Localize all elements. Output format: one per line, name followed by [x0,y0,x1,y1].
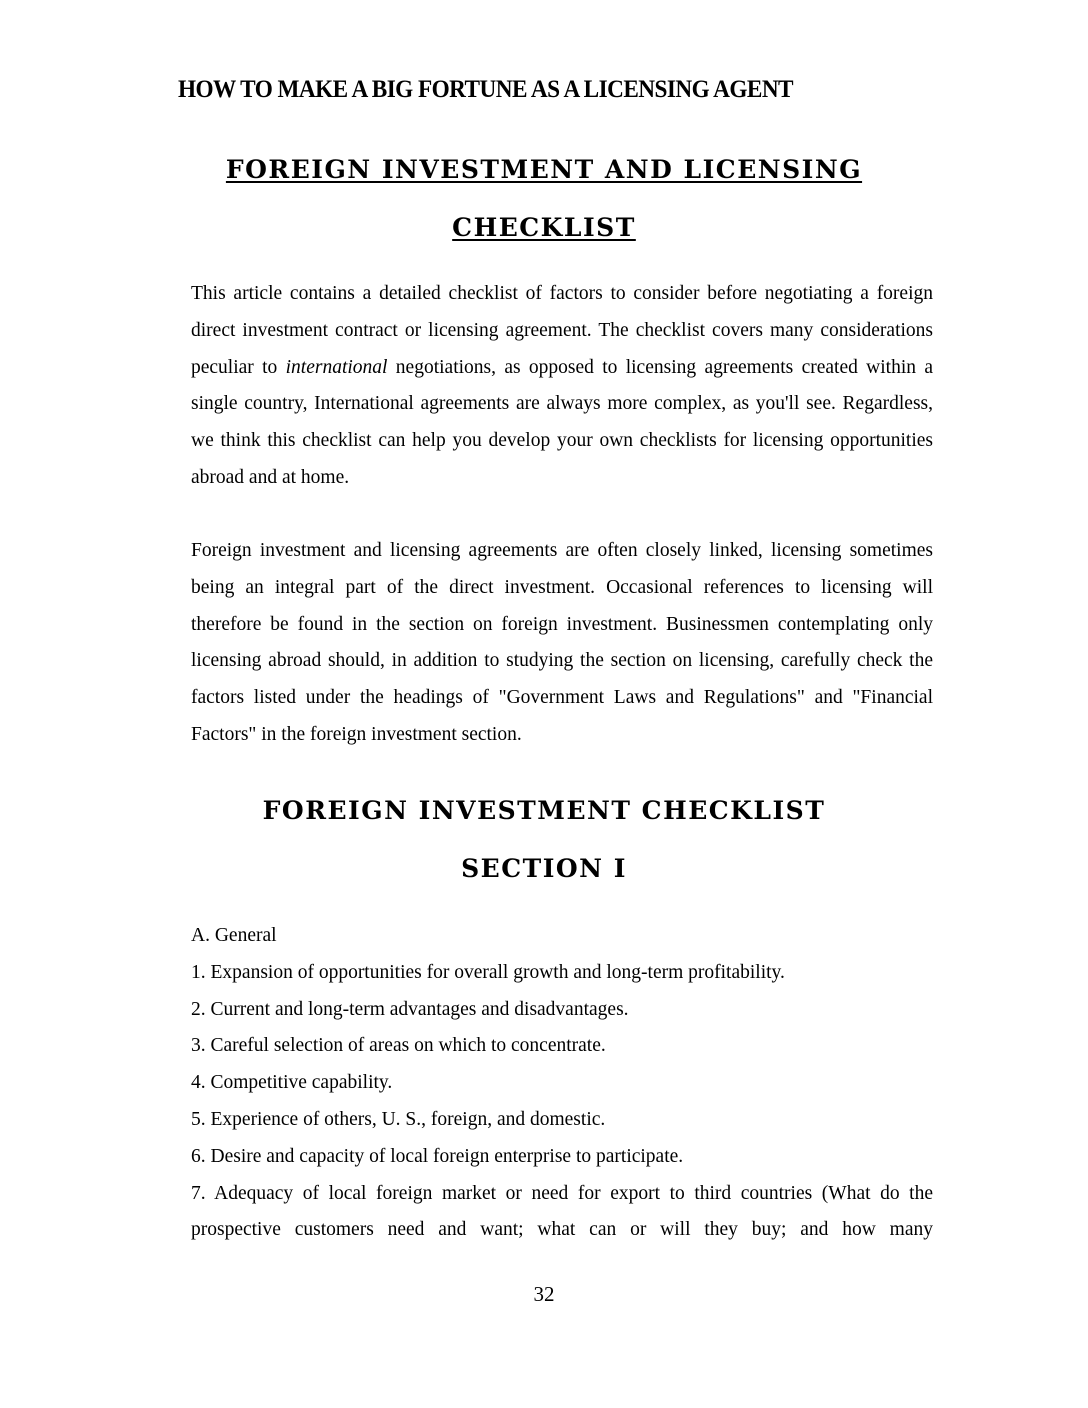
section-subheading: SECTION I [461,854,627,883]
intro-text-end: negotiations, as opposed to licensing agreements created within a single country, International agreements are always more complex, as you'll see. Regardless, we think this checklist can help you develop your own checklists for licensing opportunities abroad and at home. [191,356,933,488]
intro-text-start: This article contains a detailed checklist of factors to consider before negotiating a foreign direct investment contract or licensing agreement. The checklist covers many considerations peculiar to [191,283,933,378]
running-header: HOW TO MAKE A BIG FORTUNE AS A LICENSING AGENT [178,76,794,103]
checklist-item: 2. Current and long-term advantages and disadvantages. [191,998,629,1020]
document-title-line-2 [0,213,1088,242]
section-heading: FOREIGN INVESTMENT CHECKLIST [262,796,826,825]
checklist-item: 4. Competitive capability. [191,1072,393,1094]
intro-paragraph [191,276,933,497]
checklist-item: 1. Expansion of opportunities for overall growth and long-term profitability. [191,961,785,983]
context-paragraph: Foreign investment and licensing agreements are often closely linked, licensing sometimes being an integral part of the direct investment. Occasional references to licensing will therefore be found in the section on foreign investment. Businessmen contemplating only licensing abroad should, in addition to studying the section on licensing, carefully check the factors listed under the headings of "Government Laws and Regulations" and "Financial Factors" in the foreign investment section. [191,540,933,745]
checklist-item: 5. Experience of others, U. S., foreign, and domestic. [191,1108,606,1130]
checklist-general [191,918,933,1249]
subsection-heading: A. General [191,925,277,946]
checklist-item: 6. Desire and capacity of local foreign enterprise to participate. [191,1145,684,1167]
intro-emphasis: international [285,356,388,378]
document-title-text-1: FOREIGN INVESTMENT AND LICENSING [225,155,863,184]
checklist-item: 7. Adequacy of local foreign market or need for export to third countries (What do the prospective customers need and want; what can or will they buy; and how many [191,1182,933,1241]
page-number: 32 [533,1282,555,1306]
checklist-item: 3. Careful selection of areas on which to concentrate. [191,1035,606,1057]
document-title-line-1 [0,155,1088,184]
document-title-text-2: CHECKLIST [452,213,636,242]
